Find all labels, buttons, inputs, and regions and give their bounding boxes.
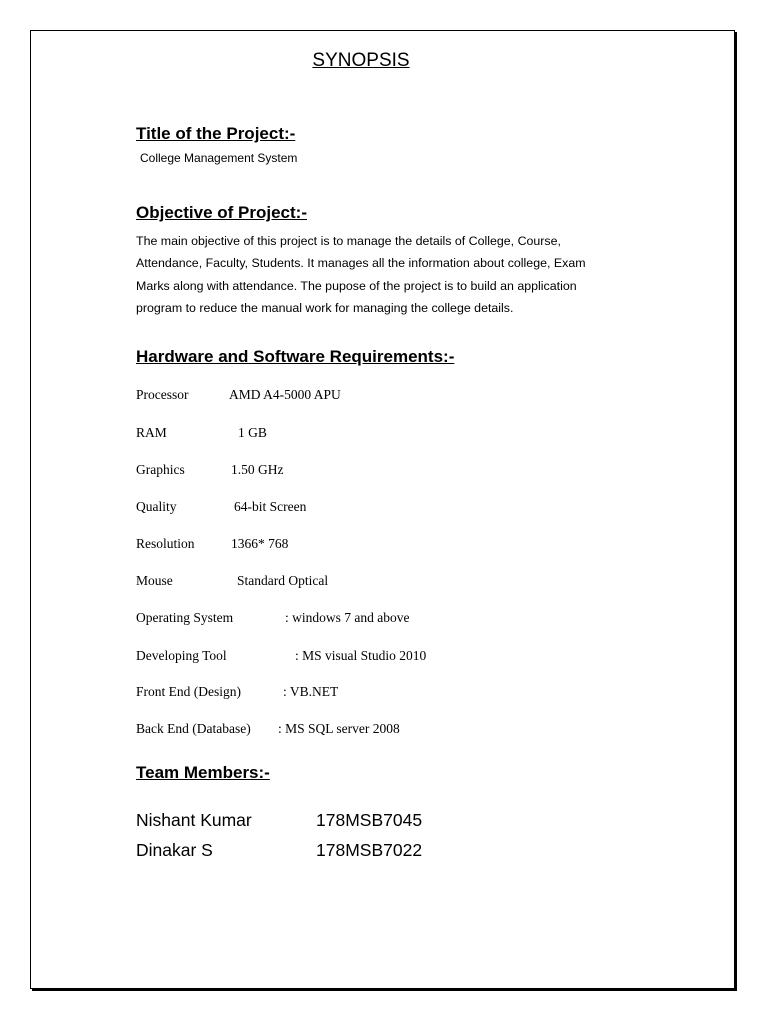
requirement-label: Quality [136,499,177,514]
requirement-label: RAM [136,425,167,440]
requirement-label: Graphics [136,462,185,477]
requirement-value: : VB.NET [283,684,339,699]
requirement-value: 1.50 GHz [231,462,284,477]
requirement-label: Processor [136,387,189,402]
requirement-label: Mouse [136,573,173,588]
requirement-value: : windows 7 and above [285,610,410,625]
requirement-value: 1 GB [238,425,267,440]
requirement-value: : MS visual Studio 2010 [295,648,427,663]
document-title: SYNOPSIS [312,50,410,71]
project-title-heading: Title of the Project:- [136,124,296,143]
objective-line: Marks along with attendance. The pupose of the project is to build an application [136,278,577,293]
team-heading: Team Members:- [136,763,270,782]
team-member-name: Nishant Kumar [136,810,252,830]
requirement-value: 1366* 768 [231,536,289,551]
requirement-label: Operating System [136,610,234,625]
team-member-name: Dinakar S [136,840,213,860]
requirement-label: Resolution [136,536,195,551]
objective-paragraph [136,230,656,319]
requirement-value: 64-bit Screen [234,499,307,514]
objective-line: Attendance, Faculty, Students. It manages all the information about college, Exam [136,256,586,271]
requirement-value: AMD A4-5000 APU [229,387,341,402]
requirement-value: Standard Optical [237,573,329,588]
objective-line: The main objective of this project is to manage the details of College, Course, [136,234,561,248]
objective-line: program to reduce the manual work for managing the college details. [136,300,514,315]
requirement-label: Front End (Design) [136,684,241,699]
team-member-id: 178MSB7022 [316,840,423,860]
objective-heading: Objective of Project:- [136,203,307,222]
requirements-heading: Hardware and Software Requirements:- [136,347,455,366]
requirement-label: Back End (Database) [136,721,251,736]
requirement-label: Developing Tool [136,648,227,663]
requirement-value: : MS SQL server 2008 [278,721,400,736]
project-title-text: College Management System [140,151,298,165]
team-member-id: 178MSB7045 [316,810,423,830]
